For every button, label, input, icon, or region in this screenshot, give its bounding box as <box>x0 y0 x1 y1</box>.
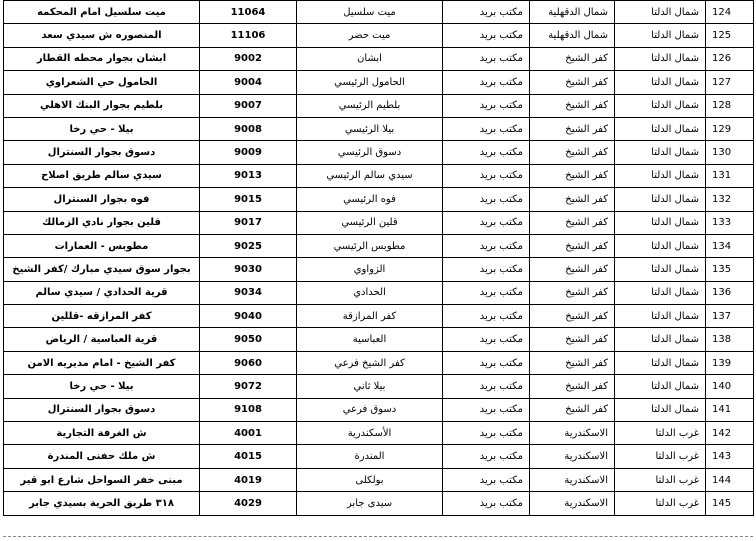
post-office-table-sheet <box>3 0 753 516</box>
next-row-edge <box>3 536 753 541</box>
office-code-cell: 9108 <box>200 398 297 421</box>
table-row <box>4 117 754 140</box>
region-cell: شمال الدلتا <box>615 258 706 281</box>
office-code-cell: 9007 <box>200 94 297 117</box>
office-name-cell: الزواوي <box>297 258 443 281</box>
address-cell: ٣١٨ طريق الحرية بسيدي جابر <box>4 492 200 515</box>
governorate-cell: الاسكندرية <box>530 445 615 468</box>
table-row <box>4 1 754 24</box>
office-code-cell: 11064 <box>200 1 297 24</box>
address-cell: كفر المرازقه -قللين <box>4 305 200 328</box>
address-cell: ابشان بجوار محطه القطار <box>4 47 200 70</box>
address-cell: بيلا - حي رخا <box>4 375 200 398</box>
governorate-cell: كفر الشيخ <box>530 47 615 70</box>
governorate-cell: كفر الشيخ <box>530 141 615 164</box>
office-type-cell: مكتب بريد <box>443 328 530 351</box>
governorate-cell: كفر الشيخ <box>530 71 615 94</box>
office-code-cell: 11106 <box>200 24 297 47</box>
row-number-cell: 140 <box>706 375 754 398</box>
office-type-cell: مكتب بريد <box>443 94 530 117</box>
region-cell: غرب الدلتا <box>615 445 706 468</box>
office-code-cell: 9008 <box>200 117 297 140</box>
table-row <box>4 188 754 211</box>
office-name-cell: المندرة <box>297 445 443 468</box>
address-cell: دسوق بجوار السنترال <box>4 398 200 421</box>
row-number-cell: 128 <box>706 94 754 117</box>
table-row <box>4 305 754 328</box>
row-number-cell: 134 <box>706 234 754 257</box>
table-row <box>4 24 754 47</box>
address-cell: الحامول حي الشعراوي <box>4 71 200 94</box>
office-type-cell: مكتب بريد <box>443 188 530 211</box>
office-type-cell: مكتب بريد <box>443 492 530 515</box>
address-cell: سيدي سالم طريق اصلاح <box>4 164 200 187</box>
office-name-cell: بيلا الرئيسي <box>297 117 443 140</box>
office-type-cell: مكتب بريد <box>443 117 530 140</box>
table-body <box>4 1 754 516</box>
table-row <box>4 141 754 164</box>
address-cell: بلطيم بجوار البنك الاهلي <box>4 94 200 117</box>
row-number-cell: 133 <box>706 211 754 234</box>
office-type-cell: مكتب بريد <box>443 375 530 398</box>
office-type-cell: مكتب بريد <box>443 164 530 187</box>
table-row <box>4 422 754 445</box>
governorate-cell: كفر الشيخ <box>530 375 615 398</box>
office-name-cell: العباسية <box>297 328 443 351</box>
region-cell: شمال الدلتا <box>615 398 706 421</box>
office-type-cell: مكتب بريد <box>443 422 530 445</box>
office-type-cell: مكتب بريد <box>443 398 530 421</box>
governorate-cell: كفر الشيخ <box>530 164 615 187</box>
row-number-cell: 145 <box>706 492 754 515</box>
governorate-cell: كفر الشيخ <box>530 258 615 281</box>
office-code-cell: 9015 <box>200 188 297 211</box>
table-row <box>4 492 754 515</box>
row-number-cell: 135 <box>706 258 754 281</box>
office-code-cell: 9034 <box>200 281 297 304</box>
office-name-cell: الحدادي <box>297 281 443 304</box>
governorate-cell: كفر الشيخ <box>530 188 615 211</box>
office-type-cell: مكتب بريد <box>443 351 530 374</box>
office-code-cell: 9013 <box>200 164 297 187</box>
office-name-cell: بيلا ثاني <box>297 375 443 398</box>
table-row <box>4 71 754 94</box>
row-number-cell: 136 <box>706 281 754 304</box>
office-code-cell: 9017 <box>200 211 297 234</box>
governorate-cell: كفر الشيخ <box>530 281 615 304</box>
office-code-cell: 9009 <box>200 141 297 164</box>
office-name-cell: كفر المرازقة <box>297 305 443 328</box>
table-row <box>4 375 754 398</box>
region-cell: شمال الدلتا <box>615 281 706 304</box>
governorate-cell: كفر الشيخ <box>530 328 615 351</box>
row-number-cell: 126 <box>706 47 754 70</box>
office-name-cell: الحامول الرئيسي <box>297 71 443 94</box>
address-cell: ميت سلسيل امام المحكمه <box>4 1 200 24</box>
row-number-cell: 127 <box>706 71 754 94</box>
governorate-cell: كفر الشيخ <box>530 305 615 328</box>
governorate-cell: كفر الشيخ <box>530 211 615 234</box>
address-cell: دسوق بجوار السنترال <box>4 141 200 164</box>
office-name-cell: ابشان <box>297 47 443 70</box>
post-office-table <box>3 0 754 516</box>
office-type-cell: مكتب بريد <box>443 468 530 491</box>
office-name-cell: كفر الشيخ فرعي <box>297 351 443 374</box>
address-cell: بيلا - حي رخا <box>4 117 200 140</box>
table-row <box>4 164 754 187</box>
table-row <box>4 281 754 304</box>
office-type-cell: مكتب بريد <box>443 47 530 70</box>
region-cell: شمال الدلتا <box>615 117 706 140</box>
office-code-cell: 9040 <box>200 305 297 328</box>
office-code-cell: 4019 <box>200 468 297 491</box>
region-cell: شمال الدلتا <box>615 71 706 94</box>
office-code-cell: 9050 <box>200 328 297 351</box>
office-code-cell: 9060 <box>200 351 297 374</box>
governorate-cell: الاسكندرية <box>530 468 615 491</box>
row-number-cell: 130 <box>706 141 754 164</box>
table-row <box>4 351 754 374</box>
governorate-cell: كفر الشيخ <box>530 234 615 257</box>
table-row <box>4 258 754 281</box>
governorate-cell: كفر الشيخ <box>530 351 615 374</box>
table-row <box>4 468 754 491</box>
office-type-cell: مكتب بريد <box>443 445 530 468</box>
governorate-cell: كفر الشيخ <box>530 117 615 140</box>
row-number-cell: 143 <box>706 445 754 468</box>
table-row <box>4 398 754 421</box>
office-type-cell: مكتب بريد <box>443 1 530 24</box>
office-code-cell: 9002 <box>200 47 297 70</box>
address-cell: قرية الحدادي / سيدي سالم <box>4 281 200 304</box>
row-number-cell: 124 <box>706 1 754 24</box>
region-cell: غرب الدلتا <box>615 422 706 445</box>
address-cell: مبنى خفر السواحل شارع ابو قير <box>4 468 200 491</box>
office-type-cell: مكتب بريد <box>443 24 530 47</box>
address-cell: ش الغرفة التجارية <box>4 422 200 445</box>
region-cell: شمال الدلتا <box>615 141 706 164</box>
region-cell: شمال الدلتا <box>615 211 706 234</box>
office-type-cell: مكتب بريد <box>443 234 530 257</box>
row-number-cell: 141 <box>706 398 754 421</box>
office-name-cell: مطوبس الرئيسي <box>297 234 443 257</box>
address-cell: كفر الشيخ - امام مديريه الامن <box>4 351 200 374</box>
region-cell: غرب الدلتا <box>615 492 706 515</box>
governorate-cell: الاسكندرية <box>530 492 615 515</box>
table-row <box>4 328 754 351</box>
governorate-cell: كفر الشيخ <box>530 94 615 117</box>
office-code-cell: 9025 <box>200 234 297 257</box>
office-name-cell: قلين الرئيسي <box>297 211 443 234</box>
governorate-cell: كفر الشيخ <box>530 398 615 421</box>
office-code-cell: 4001 <box>200 422 297 445</box>
region-cell: غرب الدلتا <box>615 468 706 491</box>
address-cell: ش ملك حفنى المندرة <box>4 445 200 468</box>
row-number-cell: 137 <box>706 305 754 328</box>
row-number-cell: 139 <box>706 351 754 374</box>
governorate-cell: شمال الدقهلية <box>530 24 615 47</box>
office-type-cell: مكتب بريد <box>443 211 530 234</box>
table-row <box>4 445 754 468</box>
office-name-cell: بلطيم الرئيسي <box>297 94 443 117</box>
row-number-cell: 138 <box>706 328 754 351</box>
region-cell: شمال الدلتا <box>615 234 706 257</box>
row-number-cell: 131 <box>706 164 754 187</box>
region-cell: شمال الدلتا <box>615 1 706 24</box>
office-name-cell: الأسكندرية <box>297 422 443 445</box>
office-type-cell: مكتب بريد <box>443 258 530 281</box>
region-cell: شمال الدلتا <box>615 375 706 398</box>
region-cell: شمال الدلتا <box>615 164 706 187</box>
address-cell: المنصوره ش سيدي سعد <box>4 24 200 47</box>
address-cell: مطوبس - العمارات <box>4 234 200 257</box>
region-cell: شمال الدلتا <box>615 188 706 211</box>
office-type-cell: مكتب بريد <box>443 281 530 304</box>
row-number-cell: 142 <box>706 422 754 445</box>
row-number-cell: 144 <box>706 468 754 491</box>
address-cell: قلين بجوار نادي الزمالك <box>4 211 200 234</box>
office-name-cell: سيدى جابر <box>297 492 443 515</box>
office-type-cell: مكتب بريد <box>443 305 530 328</box>
region-cell: شمال الدلتا <box>615 328 706 351</box>
region-cell: شمال الدلتا <box>615 351 706 374</box>
table-row <box>4 47 754 70</box>
row-number-cell: 129 <box>706 117 754 140</box>
region-cell: شمال الدلتا <box>615 47 706 70</box>
region-cell: شمال الدلتا <box>615 24 706 47</box>
table-row <box>4 94 754 117</box>
office-name-cell: بولكلى <box>297 468 443 491</box>
office-name-cell: دسوق فرعي <box>297 398 443 421</box>
office-name-cell: دسوق الرئيسي <box>297 141 443 164</box>
table-row <box>4 234 754 257</box>
office-code-cell: 9030 <box>200 258 297 281</box>
address-cell: فوه بجوار السنترال <box>4 188 200 211</box>
office-code-cell: 9072 <box>200 375 297 398</box>
office-name-cell: سيدي سالم الرئيسي <box>297 164 443 187</box>
table-row <box>4 211 754 234</box>
governorate-cell: شمال الدقهلية <box>530 1 615 24</box>
office-name-cell: فوه الرئيسي <box>297 188 443 211</box>
address-cell: قرية العباسية / الرياض <box>4 328 200 351</box>
office-code-cell: 9004 <box>200 71 297 94</box>
address-cell: بجوار سوق سيدي مبارك /كفر الشيخ <box>4 258 200 281</box>
row-number-cell: 125 <box>706 24 754 47</box>
office-type-cell: مكتب بريد <box>443 71 530 94</box>
region-cell: شمال الدلتا <box>615 94 706 117</box>
governorate-cell: الاسكندرية <box>530 422 615 445</box>
office-name-cell: ميت حضر <box>297 24 443 47</box>
office-name-cell: ميت سلسيل <box>297 1 443 24</box>
row-number-cell: 132 <box>706 188 754 211</box>
office-type-cell: مكتب بريد <box>443 141 530 164</box>
office-code-cell: 4015 <box>200 445 297 468</box>
region-cell: شمال الدلتا <box>615 305 706 328</box>
office-code-cell: 4029 <box>200 492 297 515</box>
